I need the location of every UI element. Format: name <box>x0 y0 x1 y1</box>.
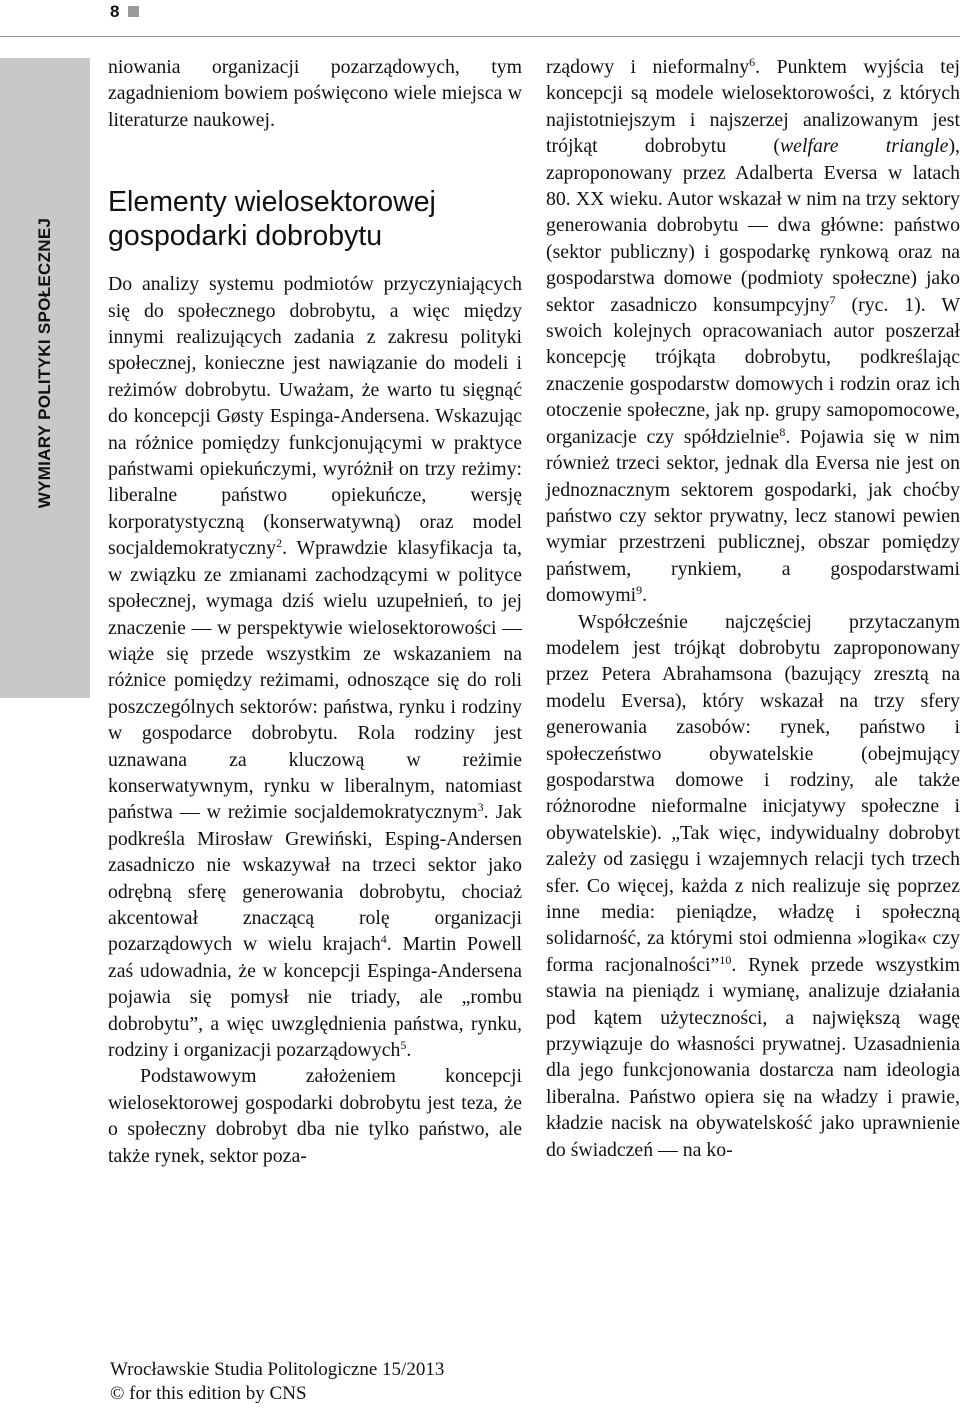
section-label: WYMIARY POLITYKI SPOŁECZNEJ <box>35 217 54 509</box>
page-footer <box>110 1358 444 1406</box>
footnote-ref: 5 <box>400 1038 407 1052</box>
paragraph-welfare-regimes: Do analizy systemu podmiotów przyczyniających się do społecznego dobrobytu, a więc między innymi realizujących zadania z zakresu polityki społecznej, konieczne jest nawiązanie do modeli i reżimów dobrobytu. Uważam, że warto tu sięgnąć do koncepcji Gøsty Espinga-Andersena. Wskazując na różnice pomiędzy funkcjonującymi w praktyce państwami opiekuńczymi, wyróżnił on trzy reżimy: liberalne państwo opiekuńcze, wersję korporatystyczną (konserwatywną) oraz model socjaldemokratyczny$^2$. Wprawdzie klasyfikacja ta, w związku ze zmianami zachodzącymi w polityce społecznej, wymaga dziś wielu uzupełnień, to jej znaczenie — w perspektywie wielosektorowości — wiąże się przede wszystkim ze wskazaniem na różnice pomiędzy reżimami, odnoszące się do roli poszczególnych sektorów: państwa, rynku i rodziny w gospodarce dobrobytu. Rola rodziny jest uznawana za kluczową w reżimie konserwatywnym, rynku w liberalnym, natomiast państwa — w reżimie socjaldemokratycznym$^3$. Jak podkreśla Mirosław Grewiński, Esping-Andersen zasadniczo nie wskazywał na trzeci sektor jako odrębną sferę generowania dobrobytu, chociaż akcentował znaczącą rolę organizacji pozarządowych w wielu krajach$^4$. Martin Powell zaś udowadnia, że w koncepcji Espinga-Andersena pojawia się pomysł nie triady, ale „rombu dobrobytu”, a więc uwzględnienia państwa, rynku, rodziny i organizacji pozarządowych$^5$. <box>108 273 522 1061</box>
italic-term: welfare triangle <box>779 135 949 158</box>
left-column <box>108 54 522 1169</box>
section-heading: Elementy wielosektorowej gospodarki dobrobytu <box>108 186 436 253</box>
copyright-notice: © for this edition by CNS <box>110 1383 307 1404</box>
page-number: 8 <box>110 2 120 21</box>
paragraph-abrahamson-model: Współcześnie najczęściej przytaczanym modelem jest trójkąt dobrobytu zaproponowany przez Petera Abrahamsona (bazujący zresztą na modelu Eversa), który wskazał na trzy sfery generowania zasobów: rynek, państwo i społeczeństwo obywatelskie (obejmujący gospodarstwa domowe i rodziny, ale także różnorodne nieformalne inicjatywy społeczne i obywatelskie). „Tak więc, indywidualny dobrobyt zależy od zasięgu i wzajemnych relacji tych trzech sfer. Co więcej, każda z nich realizuje się poprzez inne media: pieniądze, władzę i społeczną solidarność, za którymi stoi odmienna »logika« czy forma racjonalności”$^{10}$. Rynek przede wszystkim stawia na pieniądz i wymianę, analizuje działania pod kątem użyteczności, a największą wagę przywiązuje do własności prywatnej. Uzasadnienia dla jego funkcjonowania dostarcza nam ideologia liberalna. Państwo opiera się na władzy i prawie, kładzie nacisk na obywatelskość jako uprawnienie do świadczeń — na ko- <box>546 610 960 1161</box>
page-header <box>0 0 960 37</box>
right-column <box>546 54 960 1163</box>
section-side-tab <box>0 58 90 698</box>
footnote-ref: 6 <box>749 55 756 69</box>
footnote-ref: 9 <box>636 583 643 598</box>
footnote-ref: 10 <box>719 952 732 967</box>
footnote-ref: 3 <box>477 800 484 815</box>
footnote-ref: 8 <box>779 424 786 439</box>
intro-paragraph: niowania organizacji pozarządowych, tym zagadnieniom bowiem poświęcono wiele miejsca w literaturze naukowej. <box>108 56 522 131</box>
footnote-ref: 4 <box>380 932 387 947</box>
square-icon <box>128 6 139 17</box>
paragraph-basic-assumption: Podstawowym założeniem koncepcji wielosektorowej gospodarki dobrobytu jest teza, że o społeczny dobrobyt dba nie tylko państwo, ale także rynek, sektor poza- <box>108 1065 522 1167</box>
footnote-ref: 2 <box>276 536 283 551</box>
footnote-ref: 7 <box>829 292 836 307</box>
journal-title: Wrocławskie Studia Politologiczne 15/2013 <box>110 1359 445 1380</box>
paragraph-evers-triangle: rządowy i nieformalny$^6$. Punktem wyjścia tej koncepcji są modele wielosektorowości, z których najistotniejszym i najszerzej analizowanym jest trójkąt dobrobytu (welfare triangle), zaproponowany przez Adalberta Eversa w latach 80. XX wieku. Autor wskazał w nim na trzy sektory generowania dobrobytu — dwa główne: państwo (sektor publiczny) i gospodarkę rynkową oraz na gospodarstwa domowe (podmioty społeczne) jako sektor zasadniczo konsumpcyjny$^7$ (ryc. 1). W swoich kolejnych opracowaniach autor poszerzał koncepcję trójkąta dobrobytu, podkreślając znaczenie gospodarstw domowych i rodzin oraz ich otoczenie społeczne, jak np. grupy samopomocowe, organizacje czy spółdzielnie$^8$. Pojawia się w nim również trzeci sektor, jednak dla Eversa nie jest on jednoznacznym sektorem gospodarki, jak choćby państwo czy sektor prywatny, lecz stanowi pewien wymiar przestrzeni publicznej, obszar pomiędzy państwem, rynkiem, a gospodarstwami domowymi$^9$. <box>546 55 960 607</box>
